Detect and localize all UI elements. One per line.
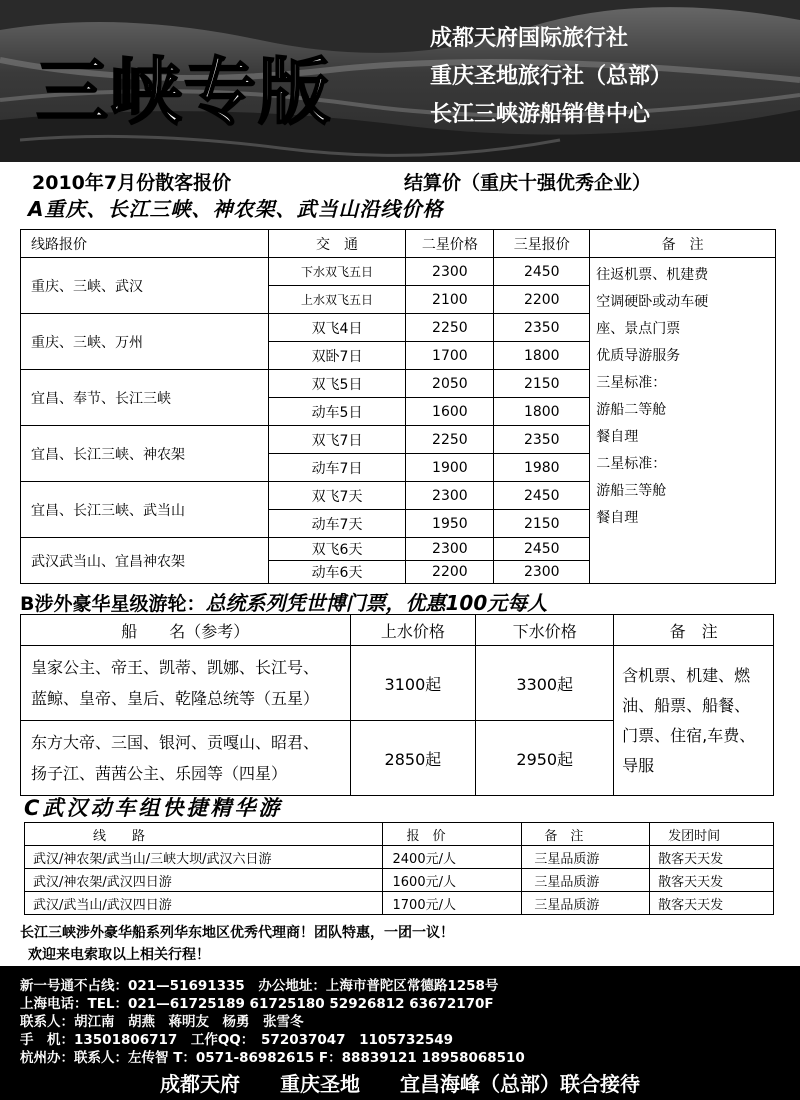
transport-cell: 下水双飞五日 (268, 258, 406, 286)
note-line: 空调硬卧或动车硬 (596, 294, 709, 310)
price-cell: 3300起 (476, 646, 614, 721)
note-line: 往返机票、机建费 (596, 267, 709, 283)
column-header: 备 注 (522, 823, 650, 846)
note-line: 三星标准： (596, 375, 667, 391)
price-cell: 2450 (494, 538, 590, 561)
column-header: 发团时间 (650, 823, 774, 846)
route-cell: 武汉/神农架/武汉四日游 (25, 869, 383, 892)
price-cell: 1950 (406, 510, 494, 538)
price-cell: 2150 (494, 510, 590, 538)
contact-footer (0, 966, 800, 1100)
price-cell: 2250 (406, 314, 494, 342)
column-header: 下水价格 (476, 615, 614, 646)
table-header (21, 230, 776, 258)
contact-line: 新一号通不占线：021—51691335 办公地址：上海市普陀区常德路1258号 (20, 978, 499, 994)
column-header: 上水价格 (350, 615, 476, 646)
table-row (21, 258, 776, 286)
note-cell: 三星品质游 (522, 846, 650, 869)
price-cell: 1700 (406, 342, 494, 370)
settlement-label: 结算价（重庆十强优秀企业） (404, 172, 652, 194)
price-cell: 3100起 (350, 646, 476, 721)
section-a-table (20, 229, 776, 584)
section-c-table (24, 822, 774, 915)
column-header: 备 注 (614, 615, 774, 646)
transport-cell: 双飞7日 (268, 426, 406, 454)
section-b-label: B涉外豪华星级游轮： (20, 593, 206, 615)
contact-line: 手 机：13501806717 工作QQ： 572037047 1105732549 (20, 1032, 454, 1048)
joint-reception-banner: 成都天府 重庆圣地 宜昌海峰（总部）联合接待 (160, 1072, 640, 1096)
section-b-title (20, 587, 547, 616)
note-line: 油、船票、船餐、 (622, 695, 751, 715)
ship-line: 蓝鲸、皇帝、皇后、乾隆总统等（五星） (31, 689, 320, 708)
promo-line: 长江三峡涉外豪华船系列华东地区优秀代理商！团队特惠，一团一议！ (20, 925, 454, 941)
departure-cell: 散客天天发 (650, 846, 774, 869)
price-cell: 2200 (406, 561, 494, 584)
transport-cell: 双飞6天 (268, 538, 406, 561)
note-line: 二星标准： (596, 456, 667, 472)
price-cell: 2300 (406, 538, 494, 561)
section-b-slogan: 总统系列凭世博门票，优惠100元每人 (205, 591, 548, 615)
ship-line: 皇家公主、帝王、凯蒂、凯娜、长江号、 (31, 658, 320, 677)
departure-cell: 散客天天发 (650, 869, 774, 892)
agency-name: 长江三峡游船销售中心 (430, 102, 651, 127)
price-cell: 2300 (406, 482, 494, 510)
price-cell: 2050 (406, 370, 494, 398)
column-header: 线 路 (25, 823, 383, 846)
price-cell: 2150 (494, 370, 590, 398)
note-line: 门票、住宿,车费、 (622, 725, 756, 745)
transport-cell: 双飞5日 (268, 370, 406, 398)
transport-cell: 双飞7天 (268, 482, 406, 510)
agency-name: 重庆圣地旅行社（总部） (430, 64, 673, 89)
route-name: 宜昌、奉节、长江三峡 (21, 370, 269, 426)
price-cell: 2850起 (350, 721, 476, 796)
transport-cell: 动车5日 (268, 398, 406, 426)
column-header: 线路报价 (21, 230, 269, 258)
price-cell: 1800 (494, 398, 590, 426)
note-cell: 三星品质游 (522, 869, 650, 892)
note-cell: 三星品质游 (522, 892, 650, 915)
price-cell: 1900 (406, 454, 494, 482)
route-cell: 武汉/神农架/武当山/三峡大坝/武汉六日游 (25, 846, 383, 869)
note-line: 餐自理 (596, 429, 639, 445)
price-cell: 2950起 (476, 721, 614, 796)
contact-line: 上海电话：TEL：021—61725189 61725180 52926812 63672170F (20, 996, 494, 1012)
price-cell: 2450 (494, 258, 590, 286)
price-cell: 1700元/人 (382, 892, 522, 915)
route-name: 重庆、三峡、万州 (21, 314, 269, 370)
header-banner (0, 0, 800, 162)
ship-names (21, 646, 351, 721)
price-cell: 1980 (494, 454, 590, 482)
contact-line: 联系人：胡江南 胡燕 蒋明友 杨勇 张雪冬 (20, 1014, 304, 1030)
transport-cell: 双卧7日 (268, 342, 406, 370)
agency-name: 成都天府国际旅行社 (430, 26, 629, 51)
route-name: 武汉武当山、宜昌神农架 (21, 538, 269, 584)
route-name: 宜昌、长江三峡、武当山 (21, 482, 269, 538)
price-cell: 2300 (494, 561, 590, 584)
notes-cell (614, 646, 774, 796)
price-cell: 2300 (406, 258, 494, 286)
section-a-title: A重庆、长江三峡、神农架、武当山沿线价格 (28, 197, 444, 221)
note-line: 餐自理 (596, 510, 639, 526)
table-row (25, 892, 774, 915)
route-name: 宜昌、长江三峡、神农架 (21, 426, 269, 482)
promo-line: 欢迎来电索取以上相关行程！ (28, 947, 210, 963)
column-header: 备 注 (590, 230, 776, 258)
contact-line: 杭州办：联系人：左传智 T：0571-86982615 F：88839121 18958068510 (20, 1050, 525, 1066)
route-name: 重庆、三峡、武汉 (21, 258, 269, 314)
note-line: 游船三等舱 (596, 483, 667, 499)
column-header: 交 通 (268, 230, 406, 258)
section-b-table (20, 614, 774, 796)
note-line: 导服 (622, 755, 655, 775)
table-row (21, 646, 774, 721)
note-line: 含机票、机建、燃 (622, 665, 751, 685)
transport-cell: 双飞4日 (268, 314, 406, 342)
section-c-title: C武汉动车组快捷精华游 (24, 796, 283, 820)
column-header: 三星报价 (494, 230, 590, 258)
price-cell: 1600元/人 (382, 869, 522, 892)
table-row (25, 846, 774, 869)
price-cell: 1600 (406, 398, 494, 426)
table-row (25, 869, 774, 892)
column-header: 二星价格 (406, 230, 494, 258)
price-cell: 2350 (494, 426, 590, 454)
page-title: 三峡专版 (36, 50, 333, 134)
transport-cell: 动车7日 (268, 454, 406, 482)
note-line: 座、景点门票 (596, 321, 681, 337)
table-header (21, 615, 774, 646)
transport-cell: 动车7天 (268, 510, 406, 538)
price-cell: 1800 (494, 342, 590, 370)
note-line: 游船二等舱 (596, 402, 667, 418)
table-header (25, 823, 774, 846)
ship-line: 东方大帝、三国、银河、贡嘎山、昭君、 (31, 733, 320, 752)
price-cell: 2100 (406, 286, 494, 314)
ship-names (21, 721, 351, 796)
route-cell: 武汉/武当山/武汉四日游 (25, 892, 383, 915)
price-cell: 2450 (494, 482, 590, 510)
note-line: 优质导游服务 (596, 348, 681, 364)
agency-list (430, 20, 672, 134)
price-cell: 2250 (406, 426, 494, 454)
quote-title: 2010年7月份散客报价 (32, 172, 232, 194)
column-header: 报 价 (382, 823, 522, 846)
notes-cell (590, 258, 776, 584)
departure-cell: 散客天天发 (650, 892, 774, 915)
price-cell: 2200 (494, 286, 590, 314)
price-cell: 2350 (494, 314, 590, 342)
column-header: 船 名（参考） (21, 615, 351, 646)
ship-line: 扬子江、茜茜公主、乐园等（四星） (31, 764, 288, 783)
transport-cell: 动车6天 (268, 561, 406, 584)
transport-cell: 上水双飞五日 (268, 286, 406, 314)
price-cell: 2400元/人 (382, 846, 522, 869)
